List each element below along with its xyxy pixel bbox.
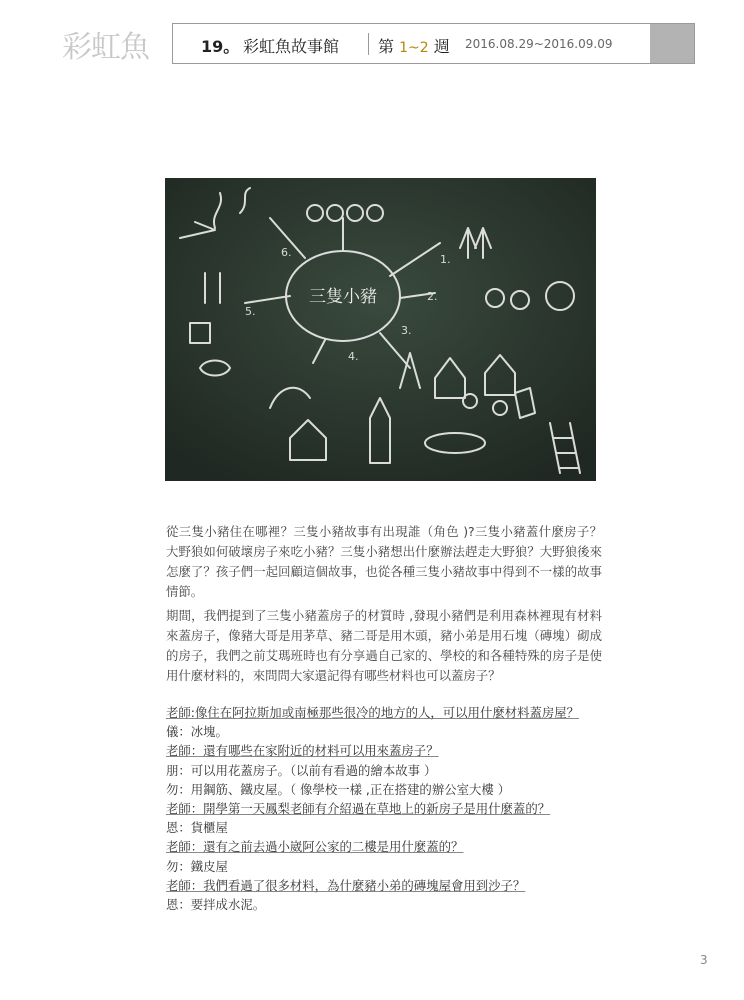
dialogue-list (166, 703, 606, 914)
chalkboard-drawing (165, 178, 596, 481)
dialogue-line-child: 勿：鐵皮屋 (166, 858, 228, 874)
chalk-number-3: 3. (401, 324, 412, 337)
dialogue-line-teacher: 老師:像住在阿拉斯加或南極那些很冷的地方的人，可以用什麼材料蓋房屋？ (166, 705, 580, 720)
chalk-number-4: 4. (348, 350, 359, 363)
dialogue-line-child: 儀：冰塊。 (166, 724, 228, 740)
dialogue-line-teacher: 老師：開學第一天鳳梨老師有介紹過在草地上的新房子是用什麼蓋的？ (166, 801, 551, 817)
week-range: 1~2 (399, 40, 429, 56)
paragraph-story-recap: 從三隻小豬住在哪裡？三隻小豬故事有出現誰（角色 )?三隻小豬蓋什麼房子？大野狼如何破壞房子來吃小豬？三隻小豬想出什麼辦法趕走大野狼？大野狼後來怎麼了？孩子們一起回顧這個故事，也從各種三隻小豬故事中得到不一樣的故事情節。 (166, 524, 602, 599)
brand-logo: 彩虹魚 (62, 30, 149, 65)
chalk-number-5: 5. (245, 305, 256, 318)
dialogue-line-teacher: 老師：還有之前去過小崴阿公家的二樓是用什麼蓋的？ (166, 839, 464, 855)
dialogue-line-child: 恩：要拌成水泥。 (166, 897, 266, 913)
issue-number: 19。 (201, 37, 240, 56)
week-label: 第 1~2 週 (378, 37, 450, 56)
header-divider (368, 33, 369, 55)
newsletter-title: 彩虹魚故事館 (243, 37, 340, 56)
chalk-number-1: 1. (440, 253, 451, 266)
dialogue-line-teacher: 老師：還有哪些在家附近的材料可以用來蓋房子？ (166, 743, 439, 759)
chalkboard-photo (165, 178, 596, 481)
page-header (172, 23, 695, 64)
dialogue-line-child: 勿：用鋼筋、鐵皮屋。（ 像學校一樣 ,正在搭建的辦公室大樓 ） (166, 781, 511, 797)
dialogue-line-child: 恩：貨櫃屋 (166, 820, 228, 836)
page-number: 3 (700, 953, 708, 967)
chalk-center-text: 三隻小豬 (309, 287, 377, 307)
date-range: 2016.08.29~2016.09.09 (465, 37, 613, 51)
paragraph-materials: 期間，我們提到了三隻小豬蓋房子的材質時 ,發現小豬們是利用森林裡現有材料來蓋房子，像豬大哥是用茅草、豬二哥是用木頭，豬小弟是用石塊（磚塊）砌成的房子，我們之前艾瑪班時也有分享過自己家的、學校的和各種特殊的房子是使用什麼材料的，來問問大家還記得有哪些材料也可以蓋房子？ (166, 608, 602, 683)
chalk-number-6: 6. (281, 246, 292, 259)
chalk-number-2: 2. (427, 290, 438, 303)
dialogue-line-child: 朋：可以用花蓋房子。（以前有看過的繪本故事 ） (166, 762, 437, 778)
header-accent-block (650, 24, 694, 63)
dialogue-line-teacher: 老師：我們看過了很多材料，為什麼豬小弟的磚塊屋會用到沙子？ (166, 877, 526, 893)
